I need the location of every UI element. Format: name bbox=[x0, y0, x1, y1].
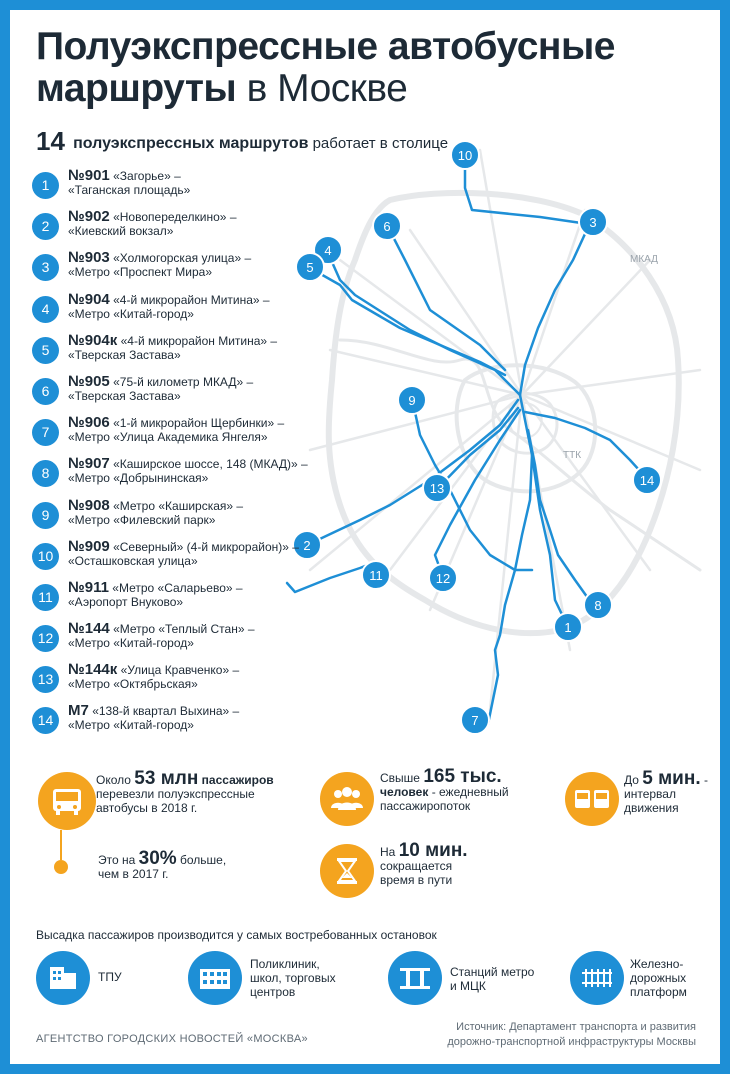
route-number-badge: 7 bbox=[32, 419, 59, 446]
route-item bbox=[32, 210, 332, 251]
route-to: «Метро «Улица Академика Янгеля» bbox=[68, 430, 268, 445]
metro-icon bbox=[388, 951, 442, 1005]
route-from: «Каширское шоссе, 148 (МКАД)» – bbox=[113, 457, 308, 472]
route-marker-9[interactable] bbox=[398, 386, 426, 414]
svg-text:2: 2 bbox=[303, 538, 311, 553]
road-network bbox=[310, 150, 700, 710]
route-code: №904 bbox=[68, 290, 110, 308]
route-marker-12[interactable] bbox=[429, 564, 457, 592]
route-text bbox=[68, 290, 270, 321]
railway-icon bbox=[570, 951, 624, 1005]
connector-dot bbox=[54, 860, 68, 874]
route-code: №909 bbox=[68, 537, 110, 555]
buses-icon bbox=[565, 772, 619, 826]
stat-pre: На bbox=[380, 845, 396, 859]
route-from: «Новопеределкино» – bbox=[113, 210, 237, 225]
route-item bbox=[32, 578, 332, 622]
route-marker-8[interactable] bbox=[584, 591, 612, 619]
svg-text:6: 6 bbox=[383, 219, 391, 234]
stat-value: 10 мин. bbox=[398, 840, 468, 861]
title-line1: Полуэкспрессные автобусные bbox=[36, 25, 615, 68]
route-number-badge: 8 bbox=[32, 460, 59, 487]
stat-text: время в пути bbox=[380, 873, 453, 887]
stop-type-line: Железно- bbox=[630, 957, 684, 971]
building-icon bbox=[36, 951, 90, 1005]
route-text bbox=[68, 496, 244, 527]
route-line-8 bbox=[528, 430, 595, 608]
stat-interval bbox=[624, 768, 708, 815]
stat-pre: До bbox=[624, 773, 639, 787]
route-marker-14[interactable] bbox=[633, 466, 661, 494]
stat-text: интервал bbox=[624, 787, 676, 801]
route-code: №911 bbox=[68, 578, 109, 596]
people-icon bbox=[320, 772, 374, 826]
route-text bbox=[68, 372, 254, 403]
svg-text:11: 11 bbox=[369, 568, 383, 583]
stat-daily bbox=[380, 766, 509, 813]
stop-type-line: Станций метро bbox=[450, 965, 535, 979]
svg-text:10: 10 bbox=[457, 148, 473, 163]
route-to: «Метро «Китай-город» bbox=[68, 306, 194, 321]
route-to: «Киевский вокзал» bbox=[68, 224, 174, 239]
route-number-badge: 3 bbox=[32, 254, 59, 281]
route-text bbox=[68, 622, 255, 650]
route-item bbox=[32, 663, 332, 704]
subtitle-bold: полуэкспрессных маршрутов bbox=[73, 135, 309, 152]
route-to: «Метро «Проспект Мира» bbox=[68, 265, 213, 280]
route-item bbox=[32, 496, 332, 540]
route-marker-13[interactable] bbox=[423, 474, 451, 502]
title-line2-light: в Москве bbox=[246, 67, 408, 110]
stat-text: - ежедневный bbox=[431, 785, 509, 799]
route-item bbox=[32, 457, 332, 498]
route-item bbox=[32, 290, 332, 334]
route-from: «Улица Кравченко» – bbox=[120, 663, 240, 678]
stat-text: сокращается bbox=[380, 859, 453, 873]
route-item bbox=[32, 416, 332, 457]
route-line-7 bbox=[488, 455, 532, 724]
stat-text: перевезли полуэкспрессные bbox=[96, 787, 255, 801]
route-to: «Метро «Китай-город» bbox=[68, 718, 194, 733]
stat-text: автобусы в 2018 г. bbox=[96, 801, 198, 815]
source-credit bbox=[396, 1020, 696, 1050]
source-line: дорожно-транспортной инфраструктуры Москвы bbox=[447, 1036, 696, 1048]
route-number-badge: 2 bbox=[32, 213, 59, 240]
svg-text:4: 4 bbox=[324, 243, 332, 258]
route-to: «Таганская площадь» bbox=[68, 183, 191, 197]
stop-type-label bbox=[450, 965, 534, 993]
svg-text:8: 8 bbox=[594, 598, 602, 613]
route-code: №903 bbox=[68, 249, 110, 267]
route-text bbox=[68, 251, 251, 279]
route-from: «1-й микрорайон Щербинки» – bbox=[113, 416, 285, 431]
route-text bbox=[68, 331, 278, 362]
stat-post: - bbox=[703, 773, 708, 787]
route-marker-11[interactable] bbox=[362, 561, 390, 589]
route-list bbox=[32, 169, 332, 746]
route-number-badge: 5 bbox=[32, 337, 59, 364]
route-code: №908 bbox=[68, 496, 110, 514]
route-item bbox=[32, 622, 332, 663]
route-text bbox=[68, 457, 308, 485]
svg-text:12: 12 bbox=[435, 571, 451, 586]
svg-text:14: 14 bbox=[639, 473, 655, 488]
route-from: «4-й микрорайон Митина» – bbox=[120, 333, 278, 348]
stop-type-label bbox=[250, 957, 336, 999]
stat-post: больше, bbox=[180, 853, 227, 867]
route-marker-1[interactable] bbox=[554, 613, 582, 641]
map-background bbox=[310, 150, 700, 710]
route-text bbox=[68, 210, 237, 238]
stat-value: 53 млн bbox=[134, 768, 199, 789]
stop-type-line: ТПУ bbox=[98, 970, 122, 984]
hourglass-icon bbox=[320, 844, 374, 898]
route-marker-3[interactable] bbox=[579, 208, 607, 236]
agency-credit: АГЕНТСТВО ГОРОДСКИХ НОВОСТЕЙ «МОСКВА» bbox=[36, 1033, 308, 1045]
route-item bbox=[32, 251, 332, 292]
route-number-badge: 10 bbox=[32, 543, 59, 570]
bus-icon bbox=[38, 772, 96, 830]
route-text bbox=[68, 663, 239, 691]
stat-growth bbox=[98, 848, 227, 881]
route-marker-7[interactable] bbox=[461, 706, 489, 734]
route-to: «Тверская Застава» bbox=[68, 347, 181, 362]
route-code: №144к bbox=[68, 661, 118, 679]
subtitle-rest: работает в столице bbox=[312, 135, 449, 152]
route-number-badge: 13 bbox=[32, 666, 59, 693]
route-code: №906 bbox=[68, 414, 110, 432]
route-number-badge: 12 bbox=[32, 625, 59, 652]
route-to: «Осташковская улица» bbox=[68, 553, 198, 568]
stat-value: 5 мин. bbox=[642, 768, 701, 789]
route-number-badge: 4 bbox=[32, 296, 59, 323]
svg-text:1: 1 bbox=[564, 620, 572, 635]
route-to: «Аэропорт Внуково» bbox=[68, 594, 184, 609]
river bbox=[340, 340, 700, 570]
clinic-icon bbox=[188, 951, 242, 1005]
stop-type-label bbox=[98, 970, 122, 984]
route-code: №901 bbox=[68, 167, 110, 184]
route-number-badge: 11 bbox=[32, 584, 59, 611]
route-text bbox=[68, 537, 299, 568]
stat-bold: пассажиров bbox=[201, 773, 274, 787]
svg-text:7: 7 bbox=[471, 713, 479, 728]
route-to: «Метро «Филевский парк» bbox=[68, 512, 216, 527]
route-text bbox=[68, 416, 284, 444]
route-text bbox=[68, 578, 243, 609]
stop-type-line: Поликлиник, bbox=[250, 957, 320, 971]
route-item bbox=[32, 372, 332, 416]
route-from: «Холмогорская улица» – bbox=[113, 251, 252, 266]
stat-value: 30% bbox=[138, 848, 177, 869]
route-from: «138-й квартал Выхина» – bbox=[92, 704, 240, 719]
route-marker-6[interactable] bbox=[373, 212, 401, 240]
stops-heading: Высадка пассажиров производится у самых востребованных остановок bbox=[36, 928, 437, 942]
route-item bbox=[32, 704, 332, 745]
route-from: «75-й километр МКАД» – bbox=[113, 374, 254, 389]
route-from: «Метро «Теплый Стан» – bbox=[113, 622, 255, 637]
route-item bbox=[32, 169, 332, 210]
route-to: «Тверская Застава» bbox=[68, 388, 181, 403]
title-line2-bold: маршруты bbox=[36, 67, 237, 110]
route-from: «Загорье» – bbox=[113, 169, 181, 183]
stat-pre: Свыше bbox=[380, 771, 420, 785]
svg-text:5: 5 bbox=[306, 260, 314, 275]
route-number-badge: 6 bbox=[32, 378, 59, 405]
route-code: №144 bbox=[68, 620, 110, 638]
mkad-label: МКАД bbox=[630, 254, 658, 265]
stop-type-line: центров bbox=[250, 985, 296, 999]
stop-type-label bbox=[630, 957, 687, 999]
stat-value: 165 тыс. bbox=[423, 766, 502, 787]
stop-type-line: школ, торговых bbox=[250, 971, 336, 985]
route-code: №907 bbox=[68, 455, 110, 473]
stop-type-line: дорожных bbox=[630, 971, 687, 985]
route-code: №902 bbox=[68, 208, 110, 226]
ttk-label: ТТК bbox=[563, 450, 582, 461]
subtitle-count: 14 bbox=[36, 126, 65, 156]
infographic-page bbox=[10, 10, 720, 1064]
stat-text: движения bbox=[624, 801, 679, 815]
route-code: №904к bbox=[68, 331, 118, 349]
svg-text:9: 9 bbox=[408, 393, 416, 408]
stat-passengers bbox=[96, 768, 274, 815]
route-item bbox=[32, 331, 332, 375]
route-text bbox=[68, 169, 190, 197]
connector-line bbox=[60, 830, 62, 860]
route-number-badge: 9 bbox=[32, 502, 59, 529]
stop-type-line: платформ bbox=[630, 985, 687, 999]
route-item bbox=[32, 537, 332, 581]
source-line: Источник: Департамент транспорта и развития bbox=[456, 1021, 696, 1033]
route-to: «Метро «Китай-город» bbox=[68, 636, 194, 651]
route-from: «Метро «Саларьево» – bbox=[112, 580, 243, 595]
route-to: «Метро «Октябрьская» bbox=[68, 677, 198, 692]
route-marker-10[interactable] bbox=[451, 141, 479, 169]
stat-text: пассажиропоток bbox=[380, 799, 471, 813]
route-to: «Метро «Добрынинская» bbox=[68, 471, 209, 486]
stop-type-line: и МЦК bbox=[450, 979, 486, 993]
route-number-badge: 14 bbox=[32, 707, 59, 734]
route-from: «Метро «Каширская» – bbox=[113, 498, 244, 513]
stat-time bbox=[380, 840, 468, 887]
route-code: М7 bbox=[68, 702, 89, 720]
stat-pre: Это на bbox=[98, 853, 136, 867]
route-from: «4-й микрорайон Митина» – bbox=[113, 292, 270, 307]
svg-text:3: 3 bbox=[589, 215, 597, 230]
route-text bbox=[68, 704, 239, 732]
stat-text: чем в 2017 г. bbox=[98, 867, 169, 881]
route-line-2 bbox=[307, 400, 518, 545]
route-number-badge: 1 bbox=[32, 172, 59, 199]
stat-pre: Около bbox=[96, 773, 131, 787]
stat-bold: человек bbox=[380, 785, 429, 799]
svg-text:13: 13 bbox=[429, 481, 445, 496]
route-from: «Северный» (4-й микрорайон)» – bbox=[113, 539, 299, 554]
route-code: №905 bbox=[68, 372, 110, 390]
